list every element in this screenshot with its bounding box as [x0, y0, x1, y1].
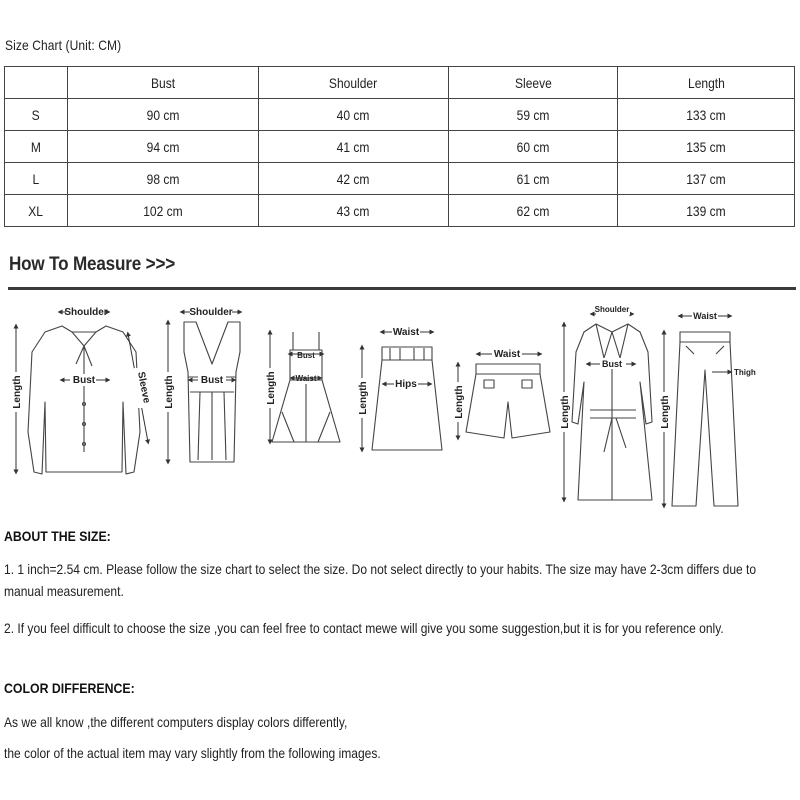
size-chart-table [4, 66, 795, 227]
shorts-illustration [466, 364, 550, 438]
sleeve-cell: 62 cm [449, 195, 618, 227]
bust-cell: 98 cm [68, 163, 259, 195]
about-size-point-1 [4, 558, 778, 602]
length-label: Length [660, 395, 671, 429]
table-row [5, 99, 795, 131]
sleeve-cell: 61 cm [449, 163, 618, 195]
color-note-line-2: the color of the actual item may vary slightly from the following images. [4, 745, 381, 761]
about-size-point-2: 2. If you feel difficult to choose the size ,you can feel free to contact mewe will give you some suggestion,but it is for you reference only. [4, 620, 724, 636]
hips-label: Hips [395, 379, 417, 390]
size-cell: L [5, 163, 68, 195]
size-cell: M [5, 131, 68, 163]
shoulder-cell: 41 cm [259, 131, 449, 163]
header-size [5, 67, 68, 99]
how-to-measure-heading: How To Measure >>> [9, 254, 176, 275]
length-label: Length [164, 375, 175, 409]
header-sleeve: Sleeve [449, 67, 618, 99]
shoulder-cell: 40 cm [259, 99, 449, 131]
waist-label: Waist [493, 349, 521, 360]
bust-label: Bust [72, 375, 96, 386]
header-shoulder: Shoulder [259, 67, 449, 99]
shoulder-cell: 43 cm [259, 195, 449, 227]
shoulder-label: Shoulder [189, 307, 233, 318]
shoulder-label: Shoulder [64, 307, 108, 318]
heading-divider [8, 287, 796, 290]
color-difference-heading: COLOR DIFFERENCE: [4, 680, 135, 696]
skirt-illustration [372, 347, 442, 450]
trousers-illustration [672, 332, 738, 506]
sleeve-cell: 59 cm [449, 99, 618, 131]
bust-label: Bust [602, 359, 622, 369]
strap-dress-illustration [272, 332, 340, 442]
length-label: Length [12, 375, 23, 409]
shoulder-label: Shoulder [594, 305, 630, 314]
waist-label: Waist [392, 327, 420, 338]
about-size-heading: ABOUT THE SIZE: [4, 528, 111, 544]
color-note-line-1: As we all know ,the different computers display colors differently, [4, 714, 348, 730]
table-row [5, 195, 795, 227]
length-label: Length [560, 395, 571, 429]
waist-label: Waist [295, 374, 317, 383]
length-label: Length [358, 381, 369, 415]
about-line-1: 1. 1 inch=2.54 cm. Please follow the size chart to select the size. Do not select directly to your habits. The size may have 2-3cm differs due to [4, 561, 757, 577]
bust-label: Bust [297, 351, 315, 360]
bust-cell: 102 cm [68, 195, 259, 227]
about-line-1-cont: manual measurement. [4, 583, 124, 599]
measurement-figures [0, 292, 800, 514]
size-cell: S [5, 99, 68, 131]
length-label: Length [454, 385, 465, 419]
sleeve-cell: 60 cm [449, 131, 618, 163]
coat-illustration [572, 324, 652, 500]
bust-cell: 90 cm [68, 99, 259, 131]
bust-cell: 94 cm [68, 131, 259, 163]
size-chart-title: Size Chart (Unit: CM) [5, 37, 122, 53]
length-cell: 133 cm [618, 99, 795, 131]
table-header-row [5, 67, 795, 99]
table-row [5, 163, 795, 195]
vneck-top-illustration [184, 322, 240, 462]
thigh-label: Thigh [734, 368, 756, 377]
length-label: Length [266, 371, 277, 405]
bust-label: Bust [200, 375, 224, 386]
length-cell: 135 cm [618, 131, 795, 163]
length-cell: 139 cm [618, 195, 795, 227]
size-cell: XL [5, 195, 68, 227]
blouse-illustration [28, 326, 140, 474]
header-length: Length [618, 67, 795, 99]
table-row [5, 131, 795, 163]
shoulder-cell: 42 cm [259, 163, 449, 195]
sleeve-label: Sleeve [135, 370, 152, 405]
waist-label: Waist [693, 311, 717, 321]
header-bust: Bust [68, 67, 259, 99]
length-cell: 137 cm [618, 163, 795, 195]
